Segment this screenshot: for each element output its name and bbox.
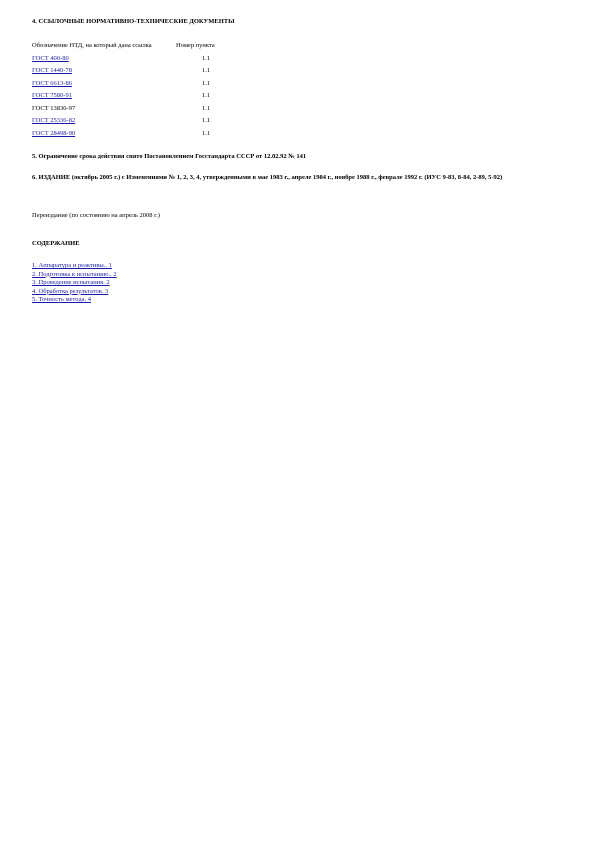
table-of-contents	[32, 262, 117, 305]
document-link[interactable]: ГОСТ 6613-86	[32, 79, 72, 87]
table-row	[30, 128, 217, 141]
document-link[interactable]: ГОСТ 25336-82	[32, 117, 76, 125]
toc-link[interactable]: 4. Обработка результатов. 3	[32, 287, 109, 295]
item-number-cell: 1.1	[202, 129, 211, 137]
document-cell	[30, 53, 174, 66]
table-row	[30, 78, 217, 91]
document-cell	[30, 90, 174, 103]
table-row	[30, 103, 217, 116]
document-cell	[30, 128, 174, 141]
toc-item	[32, 296, 117, 305]
reprint-note: Переиздание (по состоянию на апрель 2008 г.)	[32, 212, 160, 219]
document-cell	[30, 65, 174, 78]
toc-item	[32, 262, 117, 271]
contents-title: СОДЕРЖАНИЕ	[32, 240, 80, 247]
document-cell	[30, 115, 174, 128]
table-header-row	[30, 40, 217, 53]
table-row	[30, 90, 217, 103]
item-number-cell: 1.1	[202, 54, 211, 62]
document-link[interactable]: ГОСТ 28498-90	[32, 129, 76, 137]
paragraph-5: 5. Ограничение срока действия снято Постановлением Госстандарта СССР от 12.02.92 № 141	[32, 153, 307, 160]
column-header-item: Номер пункта	[176, 42, 215, 50]
table-row	[30, 53, 217, 66]
item-number-cell: 1.1	[202, 92, 211, 100]
item-number-cell: 1.1	[202, 104, 211, 112]
document-link[interactable]: ГОСТ 1440-78	[32, 67, 72, 75]
document-text: ГОСТ 13830-97	[32, 104, 76, 112]
table-row	[30, 65, 217, 78]
document-cell	[30, 103, 174, 116]
item-number-cell: 1.1	[202, 117, 211, 125]
toc-item	[32, 279, 117, 288]
document-link[interactable]: ГОСТ 7580-91	[32, 92, 72, 100]
column-header-document: Обозначение НТД, на который дана ссылка	[32, 42, 152, 50]
toc-link[interactable]: 3. Проведение испытания. 2	[32, 279, 110, 286]
item-number-cell: 1.1	[202, 79, 211, 87]
references-table-body	[30, 53, 217, 141]
toc-item	[32, 271, 117, 280]
table-row	[30, 115, 217, 128]
document-link[interactable]: ГОСТ 400-80	[32, 54, 69, 62]
toc-item	[32, 288, 117, 297]
references-table	[30, 40, 217, 140]
document-cell	[30, 78, 174, 91]
toc-link[interactable]: 2. Подготовка к испытанию.. 2	[32, 270, 117, 278]
item-number-cell: 1.1	[202, 67, 211, 75]
toc-link[interactable]: 5. Точность метода. 4	[32, 296, 92, 303]
paragraph-6: 6. ИЗДАНИЕ (октябрь 2005 г.) с Изменениями № 1, 2, 3, 4, утвержденными в мае 1983 г., апреле 1984 г., ноябре 1988 г., феврале 1992 г. (ИУС 9-83, 8-84, 2-89, 5-92)	[32, 174, 503, 181]
section-title: 4. ССЫЛОЧНЫЕ НОРМАТИВНО-ТЕХНИЧЕСКИЕ ДОКУМЕНТЫ	[32, 18, 235, 25]
toc-link[interactable]: 1. Аппаратура и реактивы.. 1	[32, 262, 112, 269]
